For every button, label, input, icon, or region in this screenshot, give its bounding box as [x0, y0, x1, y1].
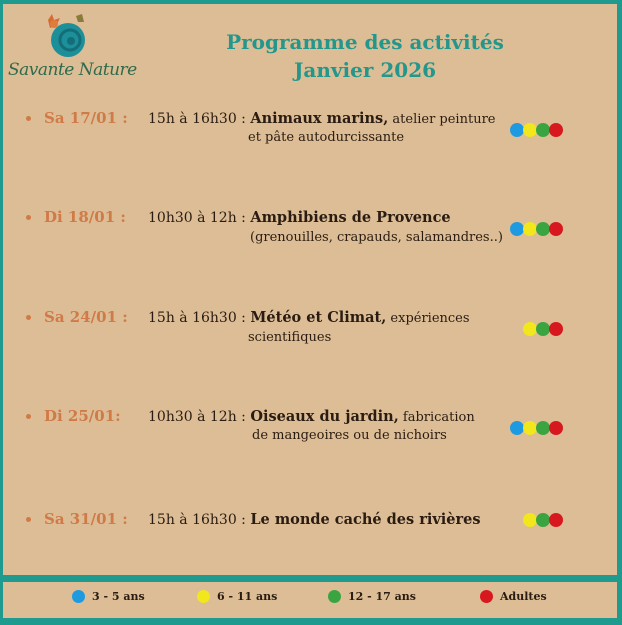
event-line1 — [148, 511, 481, 528]
adults-dot-icon — [549, 123, 563, 137]
age-12-17-dot-icon — [328, 590, 341, 603]
legend-item-adults — [480, 590, 547, 603]
event-title: Amphibiens de Provence — [250, 209, 451, 226]
event-date: Sa 31/01 : — [44, 510, 128, 528]
bullet-icon — [26, 414, 31, 419]
event-time: 15h à 16h30 : — [148, 310, 246, 326]
age-12-17-dot-icon — [536, 513, 550, 527]
legend-item-12-17 — [328, 590, 416, 603]
age-6-11-dot-icon — [523, 421, 537, 435]
legend-item-6-11 — [197, 590, 277, 603]
age-dots — [510, 123, 562, 137]
age-6-11-dot-icon — [523, 222, 537, 236]
bullet-icon — [26, 116, 31, 121]
legend-item-3-5 — [72, 590, 145, 603]
event-title: Oiseaux du jardin, — [250, 408, 399, 425]
title-line-2: Janvier 2026 — [293, 58, 437, 82]
brand-logo — [4, 10, 144, 82]
age-6-11-dot-icon — [523, 123, 537, 137]
event-time: 10h30 à 12h : — [148, 210, 246, 226]
event-time: 15h à 16h30 : — [148, 512, 246, 528]
event-date: Di 25/01: — [44, 407, 121, 425]
event-desc: fabrication — [398, 410, 475, 425]
adults-dot-icon — [549, 421, 563, 435]
event-time: 10h30 à 12h : — [148, 409, 246, 425]
event-date: Sa 17/01 : — [44, 109, 128, 127]
bullet-icon — [26, 315, 31, 320]
legend-label: Adultes — [500, 590, 547, 603]
event-line2: (grenouilles, crapauds, salamandres..) — [250, 230, 503, 245]
adults-dot-icon — [549, 513, 563, 527]
age-dots — [523, 513, 562, 527]
event-desc: atelier peinture — [388, 112, 496, 127]
event-date: Sa 24/01 : — [44, 308, 128, 326]
age-3-5-dot-icon — [72, 590, 85, 603]
age-dots — [510, 222, 562, 236]
age-6-11-dot-icon — [523, 322, 537, 336]
age-12-17-dot-icon — [536, 421, 550, 435]
age-3-5-dot-icon — [510, 421, 524, 435]
adults-dot-icon — [549, 322, 563, 336]
age-3-5-dot-icon — [510, 123, 524, 137]
age-6-11-dot-icon — [523, 513, 537, 527]
event-line2: et pâte autodurcissante — [248, 130, 405, 145]
event-date: Di 18/01 : — [44, 208, 126, 226]
event-line1 — [148, 209, 451, 226]
event-title: Animaux marins, — [250, 110, 389, 127]
event-time: 15h à 16h30 : — [148, 111, 246, 127]
legend-label: 6 - 11 ans — [217, 590, 278, 603]
event-line2: scientifiques — [248, 330, 332, 345]
legend-label: 3 - 5 ans — [92, 590, 145, 603]
event-desc: expériences — [386, 311, 470, 326]
bullet-icon — [26, 517, 31, 522]
age-3-5-dot-icon — [510, 222, 524, 236]
event-line1 — [148, 309, 470, 326]
event-line1 — [148, 110, 495, 127]
bullet-icon — [26, 215, 31, 220]
age-dots — [523, 322, 562, 336]
title-line-1: Programme des activités — [226, 30, 504, 54]
brand-name: Savante Nature — [8, 60, 137, 80]
main-panel — [3, 4, 617, 575]
event-title: Météo et Climat, — [250, 309, 387, 326]
age-6-11-dot-icon — [197, 590, 210, 603]
age-dots — [510, 421, 562, 435]
age-12-17-dot-icon — [536, 123, 550, 137]
adults-dot-icon — [480, 590, 493, 603]
event-line1 — [148, 408, 475, 425]
adults-dot-icon — [549, 222, 563, 236]
event-title: Le monde caché des rivières — [250, 511, 481, 528]
age-12-17-dot-icon — [536, 222, 550, 236]
page-title — [200, 28, 530, 84]
event-line2: de mangeoires ou de nichoirs — [252, 428, 447, 443]
age-12-17-dot-icon — [536, 322, 550, 336]
legend-label: 12 - 17 ans — [348, 590, 416, 603]
snail-with-fox-icon — [42, 12, 92, 60]
